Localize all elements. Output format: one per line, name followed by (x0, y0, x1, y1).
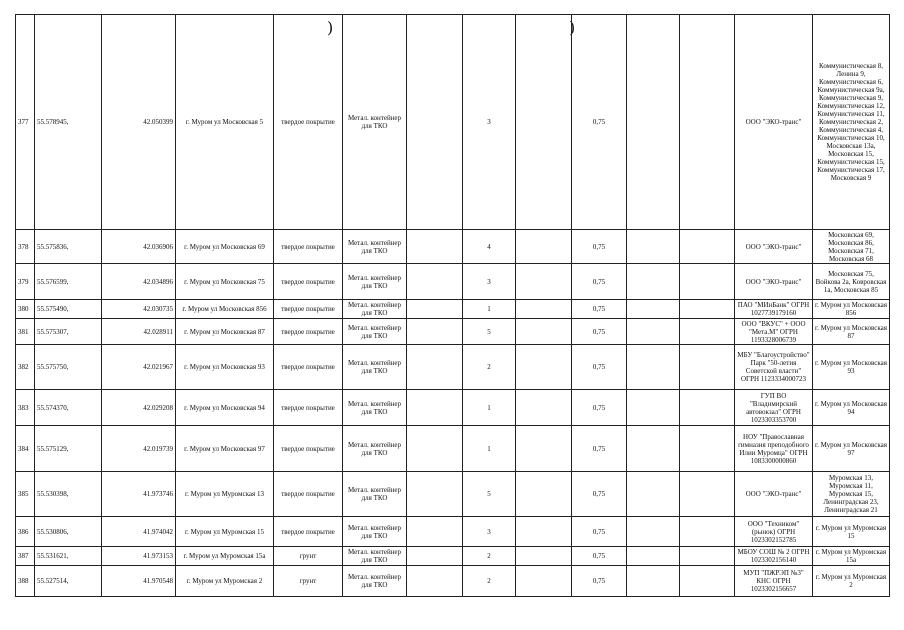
address-cell: г. Муром ул Московская 94 (176, 390, 274, 426)
blank-cell (627, 230, 680, 264)
blank-cell (627, 517, 680, 547)
table-row (16, 345, 890, 390)
blank-cell (680, 472, 735, 517)
waste-sources-cell: Московская 75, Войкова 2а, Ковровская 1а, Московская 85 (813, 264, 890, 300)
blank-cell (627, 319, 680, 345)
longitude-cell: 42.034896 (102, 264, 176, 300)
waste-sources-cell: г. Муром ул Московская 97 (813, 426, 890, 472)
surface-cell: твердое покрытие (274, 517, 343, 547)
owner-cell: ПАО "МИнБанк" ОГРН 1027739179160 (735, 300, 813, 319)
longitude-cell: 41.973746 (102, 472, 176, 517)
blank-cell (680, 566, 735, 597)
address-cell: г. Муром ул Московская 5 (176, 15, 274, 230)
container-volume-cell: 0,75 (572, 472, 627, 517)
blank-cell (680, 264, 735, 300)
address-cell: г. Муром ул Московская 75 (176, 264, 274, 300)
table-row (16, 426, 890, 472)
waste-sources-cell: Коммунистическая 8, Ленина 9, Коммунистическая 6, Коммунистическая 9а, Коммунистическая 9, Коммунистическая 12, Коммунистическая 11, Коммунистическая 2, Коммунистическая 4, Коммунистическая 10, Московская 13а, Московская 15, Коммунистическая 15, Коммунистическая 17, Московская 9 (813, 15, 890, 230)
blank-cell (407, 300, 463, 319)
container-volume-cell: 0,75 (572, 426, 627, 472)
container-type-cell: Метал. контейнер для ТКО (343, 230, 407, 264)
container-count-cell: 2 (463, 566, 516, 597)
blank-cell (627, 264, 680, 300)
blank-cell (516, 390, 572, 426)
owner-cell: ООО "ЭКО-транс" (735, 472, 813, 517)
address-cell: г. Муром ул Московская 69 (176, 230, 274, 264)
owner-cell: МБУ "Благоустройство" Парк "50-летия Советской власти" ОГРН 1123334000723 (735, 345, 813, 390)
container-volume-cell: 0,75 (572, 300, 627, 319)
blank-cell (407, 264, 463, 300)
surface-cell: твердое покрытие (274, 319, 343, 345)
blank-cell (407, 517, 463, 547)
blank-cell (627, 345, 680, 390)
container-count-cell: 1 (463, 426, 516, 472)
address-cell: г. Муром ул Московская 856 (176, 300, 274, 319)
blank-cell (627, 426, 680, 472)
blank-cell (627, 566, 680, 597)
surface-cell: твердое покрытие (274, 300, 343, 319)
waste-sources-cell: г. Муром ул Муромская 15а (813, 547, 890, 566)
blank-cell (680, 15, 735, 230)
blank-cell (680, 319, 735, 345)
row-number: 379 (16, 264, 35, 300)
address-cell: г. Муром ул Муромская 2 (176, 566, 274, 597)
container-type-cell: Метал. контейнер для ТКО (343, 547, 407, 566)
row-number: 386 (16, 517, 35, 547)
owner-cell: ГУП ВО "Владимирский автовокзал" ОГРН 1023303353700 (735, 390, 813, 426)
container-count-cell: 1 (463, 390, 516, 426)
latitude-cell: 55.527514, (35, 566, 102, 597)
blank-cell (407, 15, 463, 230)
surface-cell: твердое покрытие (274, 345, 343, 390)
table-row (16, 319, 890, 345)
blank-cell (516, 230, 572, 264)
container-type-cell: Метал. контейнер для ТКО (343, 319, 407, 345)
container-volume-cell: 0,75 (572, 319, 627, 345)
owner-cell: ООО "ЭКО-транс" (735, 230, 813, 264)
bracket-mark-2: ) (569, 18, 576, 37)
container-type-cell: Метал. контейнер для ТКО (343, 15, 407, 230)
surface-cell: твердое покрытие (274, 390, 343, 426)
container-count-cell: 2 (463, 345, 516, 390)
table-row (16, 547, 890, 566)
longitude-cell: 42.050399 (102, 15, 176, 230)
waste-sources-cell: Московская 69, Московская 86, Московская 71, Московская 68 (813, 230, 890, 264)
blank-cell (407, 566, 463, 597)
row-number: 387 (16, 547, 35, 566)
blank-cell (680, 517, 735, 547)
blank-cell (680, 230, 735, 264)
row-number: 388 (16, 566, 35, 597)
row-number: 382 (16, 345, 35, 390)
container-type-cell: Метал. контейнер для ТКО (343, 566, 407, 597)
registry-table (15, 14, 890, 597)
owner-cell: ООО "Техником" (рынок) ОГРН 1023302152785 (735, 517, 813, 547)
surface-cell: твердое покрытие (274, 472, 343, 517)
address-cell: г. Муром ул Московская 97 (176, 426, 274, 472)
container-type-cell: Метал. контейнер для ТКО (343, 300, 407, 319)
container-volume-cell: 0,75 (572, 264, 627, 300)
container-volume-cell: 0,75 (572, 517, 627, 547)
longitude-cell: 42.029208 (102, 390, 176, 426)
surface-cell: твердое покрытие (274, 264, 343, 300)
surface-cell: твердое покрытие (274, 15, 343, 230)
table-row (16, 15, 890, 230)
address-cell: г. Муром ул Муромская 13 (176, 472, 274, 517)
longitude-cell: 42.036906 (102, 230, 176, 264)
container-count-cell: 5 (463, 472, 516, 517)
blank-cell (627, 390, 680, 426)
surface-cell: твердое покрытие (274, 426, 343, 472)
container-count-cell: 3 (463, 264, 516, 300)
owner-cell: ООО "ЭКО-транс" (735, 15, 813, 230)
container-volume-cell: 0,75 (572, 566, 627, 597)
address-cell: г. Муром ул Муромская 15 (176, 517, 274, 547)
latitude-cell: 55.530806, (35, 517, 102, 547)
latitude-cell: 55.575836, (35, 230, 102, 264)
table-row (16, 390, 890, 426)
blank-cell (516, 345, 572, 390)
surface-cell: грунт (274, 547, 343, 566)
longitude-cell: 42.030735 (102, 300, 176, 319)
row-number: 383 (16, 390, 35, 426)
table-row (16, 566, 890, 597)
blank-cell (516, 300, 572, 319)
table-row (16, 300, 890, 319)
blank-cell (627, 15, 680, 230)
blank-cell (516, 426, 572, 472)
row-number: 384 (16, 426, 35, 472)
container-type-cell: Метал. контейнер для ТКО (343, 264, 407, 300)
longitude-cell: 42.021967 (102, 345, 176, 390)
address-cell: г. Муром ул Московская 93 (176, 345, 274, 390)
address-cell: г. Муром ул Московская 87 (176, 319, 274, 345)
waste-sources-cell: г. Муром ул Московская 93 (813, 345, 890, 390)
blank-cell (516, 15, 572, 230)
surface-cell: твердое покрытие (274, 230, 343, 264)
latitude-cell: 55.575490, (35, 300, 102, 319)
latitude-cell: 55.576599, (35, 264, 102, 300)
container-volume-cell: 0,75 (572, 345, 627, 390)
blank-cell (680, 345, 735, 390)
container-count-cell: 2 (463, 547, 516, 566)
longitude-cell: 41.973153 (102, 547, 176, 566)
row-number: 380 (16, 300, 35, 319)
blank-cell (680, 300, 735, 319)
blank-cell (680, 390, 735, 426)
row-number: 381 (16, 319, 35, 345)
bracket-mark-1: ) (327, 18, 334, 37)
blank-cell (516, 566, 572, 597)
owner-cell: ООО "ВКУС" + ООО "Мета.М" ОГРН 1193328006739 (735, 319, 813, 345)
longitude-cell: 42.028911 (102, 319, 176, 345)
blank-cell (407, 319, 463, 345)
address-cell: г. Муром ул Муромская 15а (176, 547, 274, 566)
waste-sources-cell: г. Муром ул Московская 87 (813, 319, 890, 345)
blank-cell (516, 547, 572, 566)
blank-cell (627, 547, 680, 566)
latitude-cell: 55.531621, (35, 547, 102, 566)
longitude-cell: 41.970548 (102, 566, 176, 597)
blank-cell (627, 300, 680, 319)
latitude-cell: 55.575129, (35, 426, 102, 472)
container-count-cell: 3 (463, 517, 516, 547)
row-number: 378 (16, 230, 35, 264)
blank-cell (407, 390, 463, 426)
container-type-cell: Метал. контейнер для ТКО (343, 390, 407, 426)
container-volume-cell: 0,75 (572, 230, 627, 264)
waste-sources-cell: г. Муром ул Муромская 2 (813, 566, 890, 597)
container-volume-cell: 0,75 (572, 15, 627, 230)
container-type-cell: Метал. контейнер для ТКО (343, 426, 407, 472)
table-row (16, 517, 890, 547)
latitude-cell: 55.578945, (35, 15, 102, 230)
container-count-cell: 4 (463, 230, 516, 264)
owner-cell: ООО "ЭКО-транс" (735, 264, 813, 300)
container-volume-cell: 0,75 (572, 390, 627, 426)
blank-cell (516, 472, 572, 517)
blank-cell (680, 547, 735, 566)
blank-cell (407, 230, 463, 264)
latitude-cell: 55.575307, (35, 319, 102, 345)
longitude-cell: 42.019739 (102, 426, 176, 472)
blank-cell (516, 517, 572, 547)
blank-cell (627, 472, 680, 517)
row-number: 377 (16, 15, 35, 230)
latitude-cell: 55.575750, (35, 345, 102, 390)
container-type-cell: Метал. контейнер для ТКО (343, 472, 407, 517)
table-row (16, 472, 890, 517)
blank-cell (407, 472, 463, 517)
waste-sources-cell: Муромская 13, Муромская 11, Муромская 15, Ленинградская 23, Ленинградская 21 (813, 472, 890, 517)
table-row (16, 230, 890, 264)
blank-cell (407, 345, 463, 390)
latitude-cell: 55.530398, (35, 472, 102, 517)
owner-cell: МУП "ПЖРЭП №3" КНС ОГРН 1023302156657 (735, 566, 813, 597)
container-count-cell: 5 (463, 319, 516, 345)
blank-cell (680, 426, 735, 472)
surface-cell: грунт (274, 566, 343, 597)
waste-sources-cell: г. Муром ул Московская 856 (813, 300, 890, 319)
blank-cell (516, 319, 572, 345)
container-count-cell: 1 (463, 300, 516, 319)
container-type-cell: Метал. контейнер для ТКО (343, 345, 407, 390)
container-type-cell: Метал. контейнер для ТКО (343, 517, 407, 547)
table-row (16, 264, 890, 300)
longitude-cell: 41.974042 (102, 517, 176, 547)
owner-cell: НОУ "Православная гимназия преподобного Илии Муромца" ОГРН 1083300000860 (735, 426, 813, 472)
container-volume-cell: 0,75 (572, 547, 627, 566)
waste-sources-cell: г. Муром ул Московская 94 (813, 390, 890, 426)
blank-cell (516, 264, 572, 300)
blank-cell (407, 426, 463, 472)
waste-sources-cell: г. Муром ул Муромская 15 (813, 517, 890, 547)
owner-cell: МБОУ СОШ № 2 ОГРН 1023302156140 (735, 547, 813, 566)
blank-cell (407, 547, 463, 566)
container-count-cell: 3 (463, 15, 516, 230)
latitude-cell: 55.574370, (35, 390, 102, 426)
row-number: 385 (16, 472, 35, 517)
